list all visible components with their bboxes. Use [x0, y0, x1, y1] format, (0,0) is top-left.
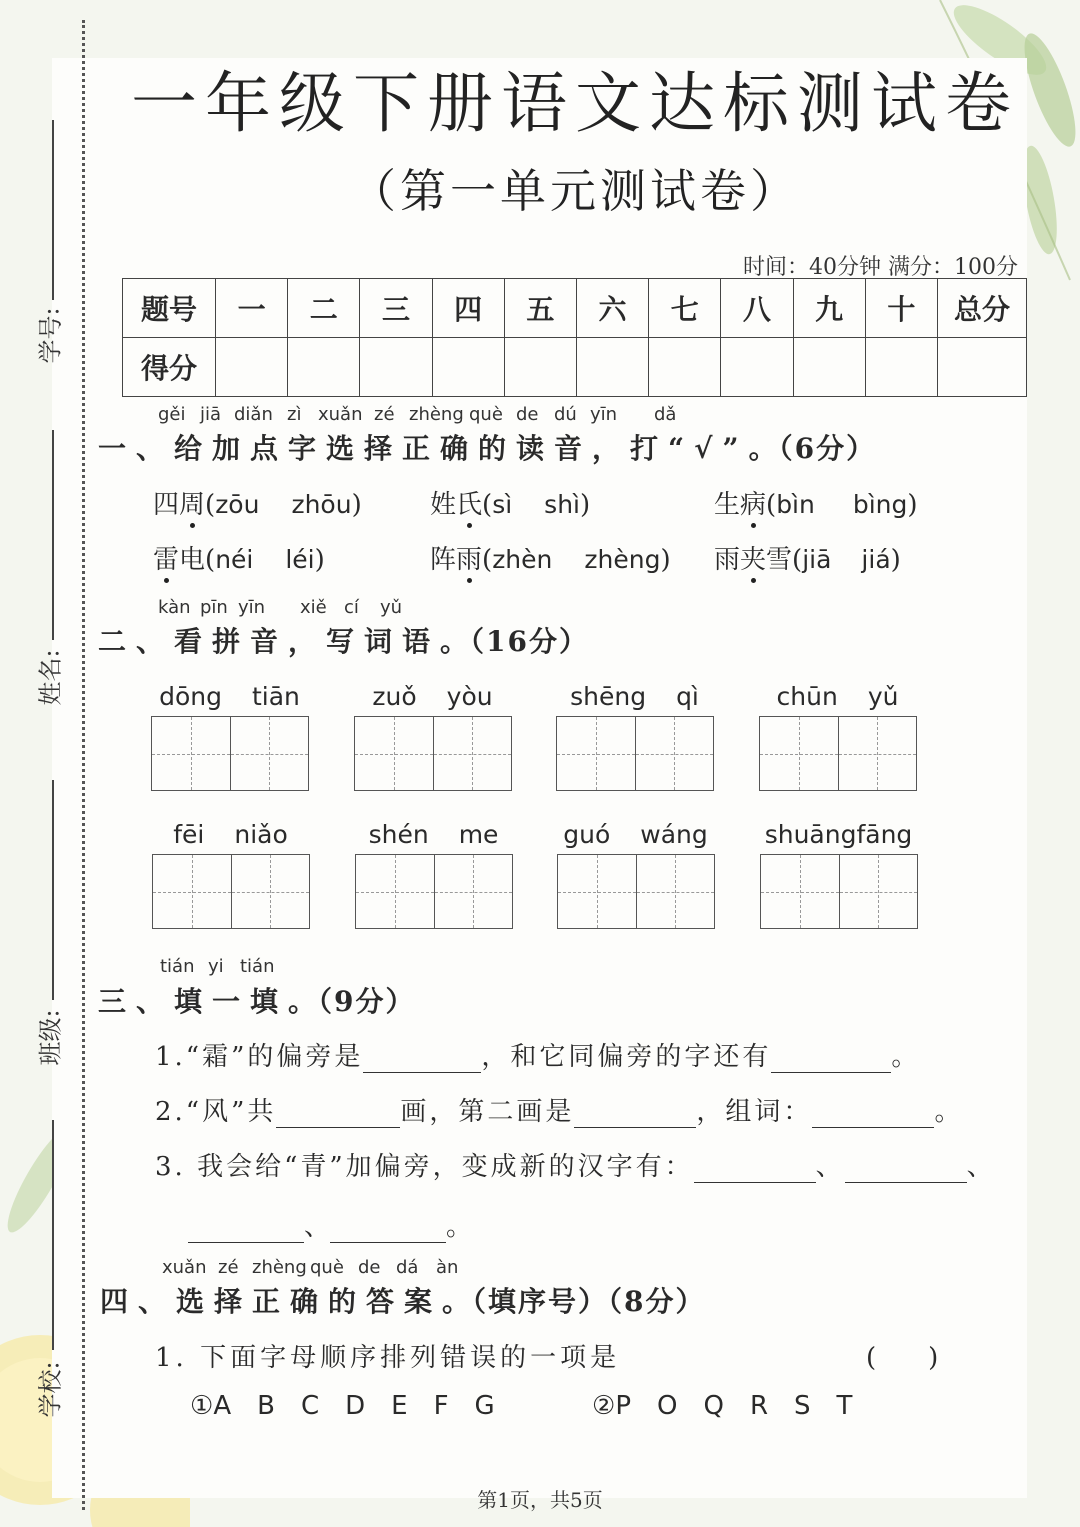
- score-cell[interactable]: [288, 338, 360, 397]
- writing-grid[interactable]: [557, 854, 715, 929]
- score-table-header-row: [123, 279, 1027, 338]
- writing-grid[interactable]: [759, 716, 917, 791]
- fill-text: 1.“霜”的偏旁是: [155, 1042, 364, 1072]
- score-header-cell: 十: [865, 279, 937, 338]
- writing-grid[interactable]: [354, 716, 512, 791]
- blank[interactable]: [330, 1218, 446, 1243]
- pinyin: zhèng: [409, 404, 464, 425]
- question-title: 给加点字选择正确的读音，打: [174, 432, 669, 465]
- score-cell[interactable]: [504, 338, 576, 397]
- score-header-cell: 三: [360, 279, 432, 338]
- pinyin: zé: [374, 404, 395, 425]
- fill-text: 2.“风”共: [155, 1097, 277, 1127]
- score-header-cell: 九: [793, 279, 865, 338]
- question-3-heading: [98, 980, 416, 1020]
- fill-text: 。: [934, 1097, 964, 1127]
- separator: 、: [304, 1212, 331, 1242]
- char: 雨: [714, 545, 741, 575]
- pinyin: tián: [160, 956, 195, 977]
- dotted-char: 病: [740, 490, 767, 520]
- pinyin: pīn: [200, 597, 228, 618]
- writing-grid[interactable]: [760, 854, 918, 929]
- score-cell[interactable]: [432, 338, 504, 397]
- paren: (: [792, 545, 803, 575]
- dotted-char: 夹: [740, 545, 767, 575]
- blank[interactable]: [812, 1103, 934, 1128]
- score-header-cell: 题号: [123, 279, 216, 338]
- reading-item: [430, 539, 671, 576]
- pinyin: yīn: [590, 404, 618, 425]
- pinyin: yīn: [238, 597, 266, 618]
- paren: (: [766, 490, 777, 520]
- pinyin: què: [310, 1257, 344, 1278]
- pinyin: cí: [344, 597, 359, 618]
- school-line: [52, 1120, 54, 1350]
- pinyin: tiān: [251, 682, 300, 711]
- question-1-heading: [98, 427, 876, 467]
- fill-line-3: [155, 1146, 996, 1183]
- reading-item: [714, 484, 918, 521]
- paren: (: [482, 545, 493, 575]
- writing-grid[interactable]: [355, 854, 513, 929]
- question-2-heading: [98, 620, 589, 660]
- question-title: 填一填: [174, 985, 289, 1018]
- question-number: 二、: [98, 625, 175, 658]
- score-cell[interactable]: [721, 338, 793, 397]
- score-header-cell: 总分: [938, 279, 1027, 338]
- paren: (: [205, 545, 216, 575]
- class-label: 班级:: [36, 1009, 65, 1066]
- writing-grid[interactable]: [151, 716, 309, 791]
- pinyin: fāng: [856, 820, 913, 849]
- writing-grid[interactable]: [152, 854, 310, 929]
- option-a[interactable]: jiā: [802, 545, 832, 574]
- letter: S: [794, 1391, 811, 1421]
- score-row-label: 得分: [123, 338, 216, 397]
- reading-item: [430, 484, 590, 521]
- letter: D: [345, 1391, 366, 1421]
- letter: T: [836, 1391, 853, 1421]
- dotted-char: 雷: [153, 545, 180, 575]
- pinyin: què: [469, 404, 503, 425]
- page-title: 一年级下册语文达标测试卷: [131, 65, 1019, 142]
- name-line: [52, 430, 54, 640]
- score-cell[interactable]: [793, 338, 865, 397]
- pinyin: xuǎn: [162, 1257, 207, 1278]
- dotted-char: 氏: [456, 490, 483, 520]
- pinyin: qì: [676, 682, 699, 711]
- school-label: 学校:: [36, 1361, 65, 1418]
- pinyin: gěi: [158, 404, 186, 425]
- paren: (: [482, 490, 493, 520]
- char: 雪: [766, 545, 793, 575]
- time-info: 时间：40分钟 满分：100分: [743, 255, 1018, 280]
- word-box: [354, 682, 512, 791]
- paren: ): [660, 545, 671, 575]
- pinyin: yòu: [446, 682, 493, 711]
- letter: P: [615, 1391, 631, 1421]
- option-number: ①: [190, 1391, 214, 1421]
- letter: E: [391, 1391, 408, 1421]
- score-header-cell: 一: [216, 279, 288, 338]
- check-mark: “√”: [668, 432, 749, 465]
- paren: ): [890, 545, 901, 575]
- word-box: [556, 682, 714, 791]
- score-cell[interactable]: [576, 338, 648, 397]
- score-header-cell: 二: [288, 279, 360, 338]
- blank[interactable]: [845, 1158, 967, 1183]
- letter: C: [300, 1391, 320, 1421]
- pinyin: xiě: [300, 597, 327, 618]
- question-number: 三、: [98, 985, 175, 1018]
- char: 生: [714, 490, 741, 520]
- pinyin: shén: [368, 820, 429, 849]
- option-b[interactable]: zhōu: [291, 490, 352, 519]
- blank[interactable]: [276, 1103, 400, 1128]
- fill-text: 。: [446, 1212, 473, 1242]
- pinyin: dá: [396, 1257, 419, 1278]
- pinyin: fēi: [173, 820, 205, 849]
- word-box: [355, 820, 513, 929]
- pinyin: àn: [436, 1257, 459, 1278]
- pinyin: shuāng: [764, 820, 857, 849]
- pinyin: yi: [208, 956, 224, 977]
- fill-line-3b: [188, 1206, 472, 1243]
- score-header-cell: 四: [432, 279, 504, 338]
- pinyin: yǔ: [380, 597, 403, 618]
- score-table: [122, 278, 1027, 397]
- letter: F: [433, 1391, 449, 1421]
- pinyin: guó: [563, 820, 611, 849]
- fill-text: ，组词：: [696, 1097, 813, 1127]
- class-line: [52, 780, 54, 1000]
- fill-text: 画，第二画是: [400, 1097, 575, 1127]
- student-id-label: 学号:: [36, 307, 65, 364]
- pinyin: me: [458, 820, 499, 849]
- question-title: 选择正确的答案: [176, 1285, 443, 1318]
- reading-item: [153, 539, 325, 576]
- letter: R: [749, 1391, 769, 1421]
- pinyin: zuǒ: [372, 682, 417, 711]
- question-title: 看拼音，写词语: [174, 625, 441, 658]
- pinyin: dú: [554, 404, 577, 425]
- question-score: 。（16分）: [440, 625, 589, 658]
- binding-dashed-line: [82, 20, 85, 1510]
- letter: O: [657, 1391, 678, 1421]
- score-header-cell: 七: [649, 279, 721, 338]
- reading-item: [153, 484, 362, 521]
- blank[interactable]: [574, 1103, 696, 1128]
- question-text: 1. 下面字母顺序排列错误的一项是: [155, 1343, 621, 1373]
- separator: 、: [815, 1152, 845, 1182]
- pinyin: dōng: [159, 682, 222, 711]
- score-cell[interactable]: [216, 338, 288, 397]
- option-1[interactable]: [190, 1391, 521, 1421]
- writing-grid[interactable]: [556, 716, 714, 791]
- reading-item: [714, 539, 901, 576]
- option-number: ②: [592, 1391, 616, 1421]
- option-b[interactable]: shì: [544, 490, 580, 519]
- letter: Q: [703, 1391, 724, 1421]
- pinyin: kàn: [158, 597, 191, 618]
- choice-question: [155, 1337, 620, 1374]
- option-a[interactable]: zhèn: [492, 545, 553, 574]
- score-header-cell: 五: [504, 279, 576, 338]
- option-a[interactable]: zōu: [215, 490, 260, 519]
- pinyin: de: [358, 1257, 381, 1278]
- separator: 、: [966, 1152, 996, 1182]
- option-b[interactable]: léi: [285, 545, 315, 574]
- pinyin: de: [516, 404, 539, 425]
- question-score: 。（6分）: [748, 432, 877, 465]
- fill-text: 3. 我会给“青”加偏旁，变成新的汉字有：: [155, 1152, 694, 1182]
- pinyin: niǎo: [234, 820, 288, 849]
- fill-text: ，和它同偏旁的字还有: [481, 1042, 772, 1072]
- fill-line-1: [155, 1036, 920, 1073]
- pinyin: yǔ: [867, 682, 899, 711]
- question-score: 。（9分）: [288, 985, 416, 1018]
- char: 四: [153, 490, 180, 520]
- blank[interactable]: [363, 1048, 481, 1073]
- pinyin: diǎn: [234, 404, 273, 425]
- option-a[interactable]: néi: [215, 545, 254, 574]
- letter: A: [213, 1391, 232, 1421]
- char: 电: [179, 545, 206, 575]
- word-box: [760, 820, 918, 929]
- question-4-heading: [100, 1280, 706, 1320]
- char: 姓: [430, 490, 457, 520]
- pinyin: jiā: [200, 404, 222, 425]
- score-cell[interactable]: [360, 338, 432, 397]
- paren: ): [907, 490, 918, 520]
- char: 阵: [430, 545, 457, 575]
- fill-line-2: [155, 1091, 963, 1128]
- answer-paren[interactable]: ( ): [866, 1343, 939, 1373]
- letter: G: [474, 1391, 495, 1421]
- option-b[interactable]: zhèng: [584, 545, 661, 574]
- word-box: [151, 682, 309, 791]
- blank[interactable]: [694, 1158, 816, 1183]
- word-box: [759, 682, 917, 791]
- score-table-score-row: [123, 338, 1027, 397]
- score-cell[interactable]: [649, 338, 721, 397]
- pinyin: shēng: [570, 682, 647, 711]
- option-b[interactable]: jiá: [861, 545, 891, 574]
- pinyin: zì: [287, 404, 302, 425]
- score-cell[interactable]: [865, 338, 937, 397]
- dotted-char: 雨: [456, 545, 483, 575]
- paren: ): [314, 545, 325, 575]
- question-number: 四、: [100, 1285, 177, 1318]
- word-box: [557, 820, 715, 929]
- fill-text: 。: [891, 1042, 921, 1072]
- blank[interactable]: [771, 1048, 891, 1073]
- blank[interactable]: [188, 1218, 304, 1243]
- page-footer: 第1页，共5页: [477, 1488, 603, 1512]
- option-a[interactable]: sì: [492, 490, 513, 519]
- name-label: 姓名:: [36, 649, 65, 706]
- word-box: [152, 820, 310, 929]
- pinyin: dǎ: [654, 404, 677, 425]
- question-number: 一、: [98, 432, 175, 465]
- paren: ): [580, 490, 591, 520]
- pinyin: zhèng: [252, 1257, 307, 1278]
- score-header-cell: 八: [721, 279, 793, 338]
- dotted-char: 周: [179, 490, 206, 520]
- score-cell[interactable]: [938, 338, 1027, 397]
- pinyin: chūn: [776, 682, 838, 711]
- option-2[interactable]: [592, 1391, 878, 1421]
- pinyin: zé: [218, 1257, 239, 1278]
- option-b[interactable]: bìng: [852, 490, 908, 519]
- pinyin: xuǎn: [318, 404, 363, 425]
- option-a[interactable]: bìn: [776, 490, 815, 519]
- pinyin: tián: [240, 956, 275, 977]
- page-subtitle: （第一单元测试卷）: [350, 164, 800, 218]
- question-score: 。（填序号）（8分）: [442, 1285, 706, 1318]
- pinyin: wáng: [640, 820, 708, 849]
- score-header-cell: 六: [576, 279, 648, 338]
- letter: B: [257, 1391, 275, 1421]
- paren: ): [351, 490, 362, 520]
- paren: (: [205, 490, 216, 520]
